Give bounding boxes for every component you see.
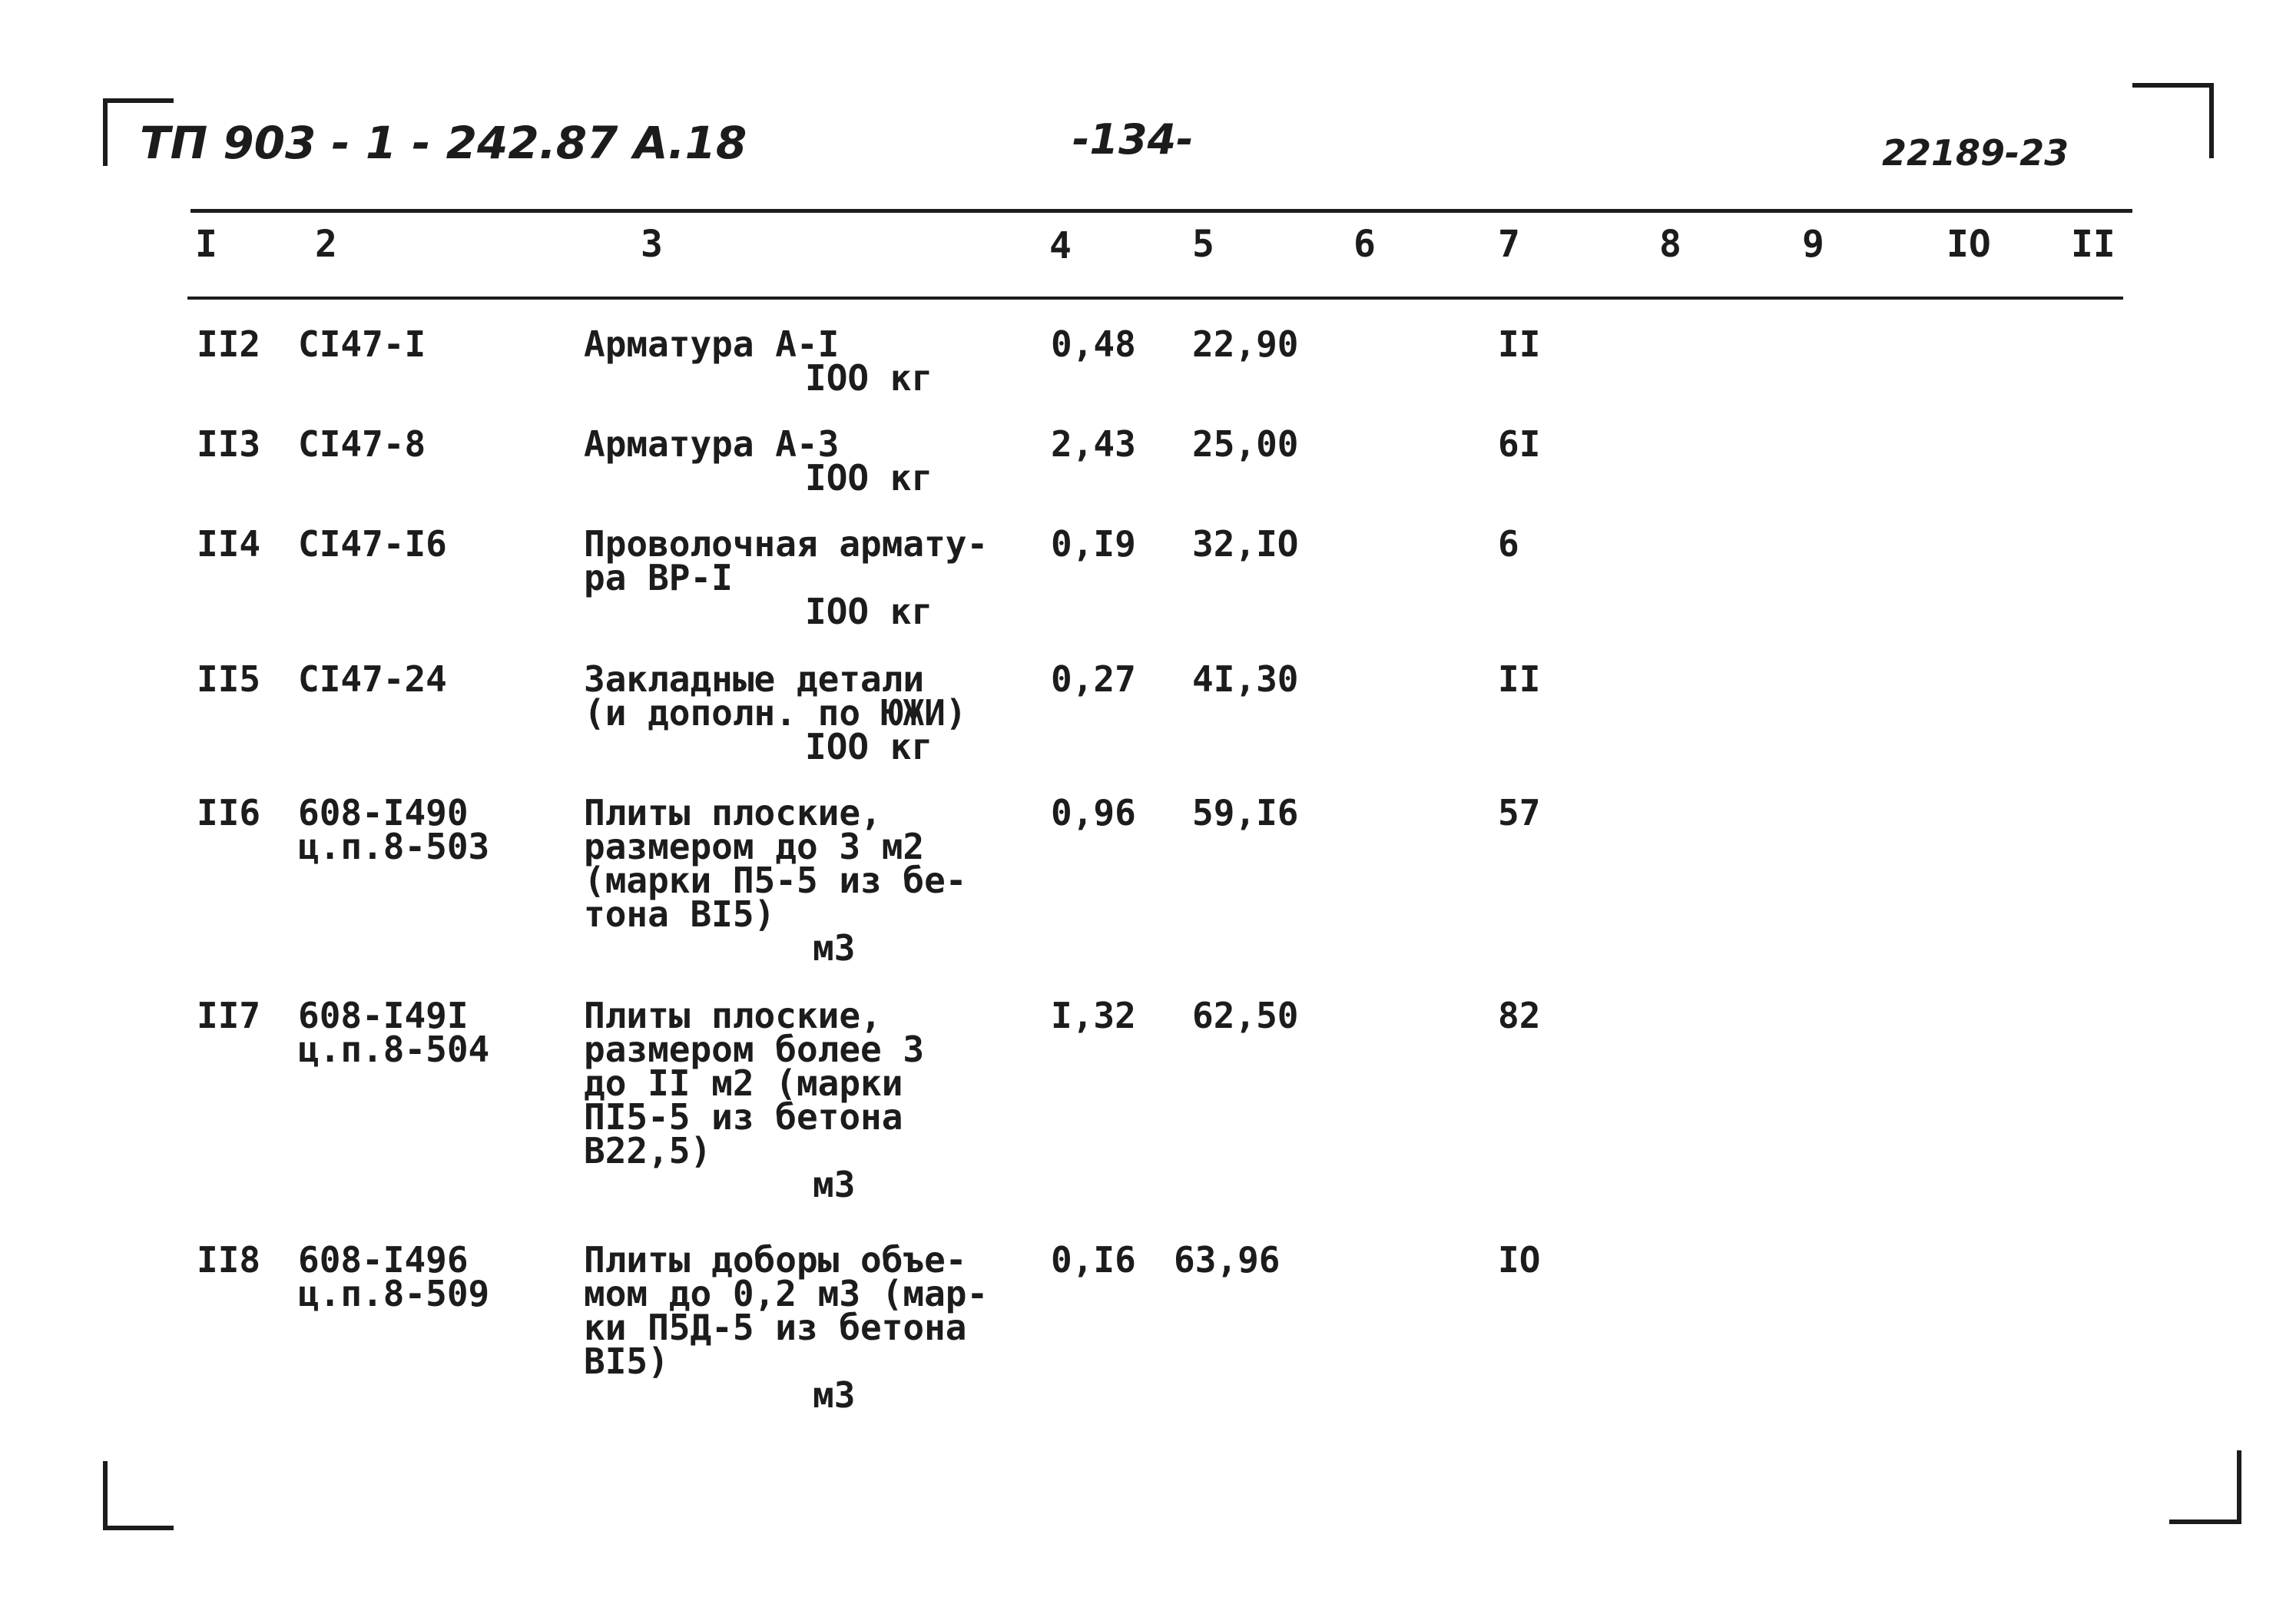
frame-corner-bottom-left-h [103,1526,174,1530]
quantity-value: 0,96 [1051,792,1136,833]
row-number: II6 [197,792,261,833]
price-value: 25,00 [1192,423,1299,465]
row-number: II8 [197,1239,261,1281]
column-header: II [2071,223,2115,266]
unit-of-measure: IOO кг [805,726,933,767]
column-header: 6 [1353,223,1376,266]
description-line: Плиты доборы объе- [584,1239,967,1281]
total-value: 6I [1498,423,1541,465]
column-header: IO [1946,223,1991,266]
resource-code: CI47-24 [298,658,447,700]
description-line: BI5) [584,1341,669,1382]
description-line: B22,5) [584,1130,712,1172]
unit-of-measure: IOO кг [805,457,933,499]
description-line: Плиты плоские, [584,995,882,1036]
frame-corner-top-right-h [2132,83,2214,88]
item-description [584,1239,1014,1382]
total-value: IO [1498,1239,1541,1281]
quantity-value: I,32 [1051,995,1136,1036]
total-value: 57 [1498,792,1541,833]
total-value: 82 [1498,995,1541,1036]
description-line: Проволочная армату- [584,523,989,565]
column-header: 2 [315,223,337,266]
frame-corner-top-left-h [103,98,174,103]
column-header: 7 [1498,223,1520,266]
quantity-value: 0,I6 [1051,1239,1136,1281]
resource-code: 608-I49I [298,995,469,1036]
total-value: II [1498,323,1541,365]
unit-of-measure: м3 [813,927,856,969]
description-line: мом до 0,2 м3 (мар- [584,1273,989,1314]
frame-corner-bottom-right-v [2237,1450,2241,1524]
frame-corner-top-left-v [103,98,108,166]
description-line: Плиты плоские, [584,792,882,833]
document-id: 22189-23 [1882,132,2069,174]
page-number: -134- [1072,115,1194,164]
row-number: II7 [197,995,261,1036]
description-line: ра ВР-I [584,557,733,598]
column-header: 9 [1802,223,1824,266]
column-header: I [195,223,217,266]
quantity-value: 0,I9 [1051,523,1136,565]
row-number: II2 [197,323,261,365]
description-line: ПI5-5 из бетона [584,1096,903,1138]
price-value: 4I,30 [1192,658,1299,700]
column-header: 4 [1049,224,1072,267]
unit-of-measure: м3 [813,1164,856,1205]
price-value: 32,IO [1192,523,1299,565]
row-number: II5 [197,658,261,700]
header-bottom-rule [187,297,2123,300]
document-code: ТП 903 - 1 - 242.87 А.18 [140,117,747,169]
description-line: Арматура А-3 [584,423,840,465]
unit-of-measure: IOO кг [805,357,933,399]
item-description [584,658,1014,734]
price-value: 59,I6 [1192,792,1299,833]
quantity-value: 0,27 [1051,658,1136,700]
resource-code: CI47-I6 [298,523,447,565]
resource-code: ц.п.8-504 [298,1029,490,1070]
column-header: 5 [1192,223,1214,266]
column-header: 3 [641,223,663,266]
item-description [584,995,1014,1172]
price-value: 63,96 [1174,1239,1281,1281]
quantity-value: 0,48 [1051,323,1136,365]
row-number: II3 [197,423,261,465]
description-line: (марки П5-5 из бе- [584,860,967,901]
item-description [584,323,1014,365]
frame-corner-bottom-left-v [103,1461,108,1530]
item-description [584,523,1014,598]
quantity-value: 2,43 [1051,423,1136,465]
description-line: до II м2 (марки [584,1062,903,1104]
description-line: Арматура А-I [584,323,840,365]
resource-code: CI47-I [298,323,426,365]
resource-code: 608-I490 [298,792,469,833]
frame-corner-bottom-right-h [2169,1519,2241,1524]
frame-corner-top-right-v [2209,83,2214,158]
item-description [584,423,1014,465]
total-value: II [1498,658,1541,700]
resource-code: 608-I496 [298,1239,469,1281]
description-line: размером более 3 [584,1029,925,1070]
description-line: (и дополн. по ЮЖИ) [584,692,967,734]
description-line: Закладные детали [584,658,925,700]
item-description [584,792,1014,935]
row-number: II4 [197,523,261,565]
description-line: ки П5Д-5 из бетона [584,1307,967,1348]
resource-code: ц.п.8-503 [298,826,490,867]
resource-code: CI47-8 [298,423,426,465]
unit-of-measure: м3 [813,1374,856,1416]
description-line: размером до 3 м2 [584,826,925,867]
table-top-rule [191,209,2132,213]
unit-of-measure: IOO кг [805,591,933,632]
price-value: 22,90 [1192,323,1299,365]
column-header: 8 [1659,223,1681,266]
description-line: тона BI5) [584,893,776,935]
total-value: 6 [1498,523,1519,565]
resource-code: ц.п.8-509 [298,1273,490,1314]
price-value: 62,50 [1192,995,1299,1036]
